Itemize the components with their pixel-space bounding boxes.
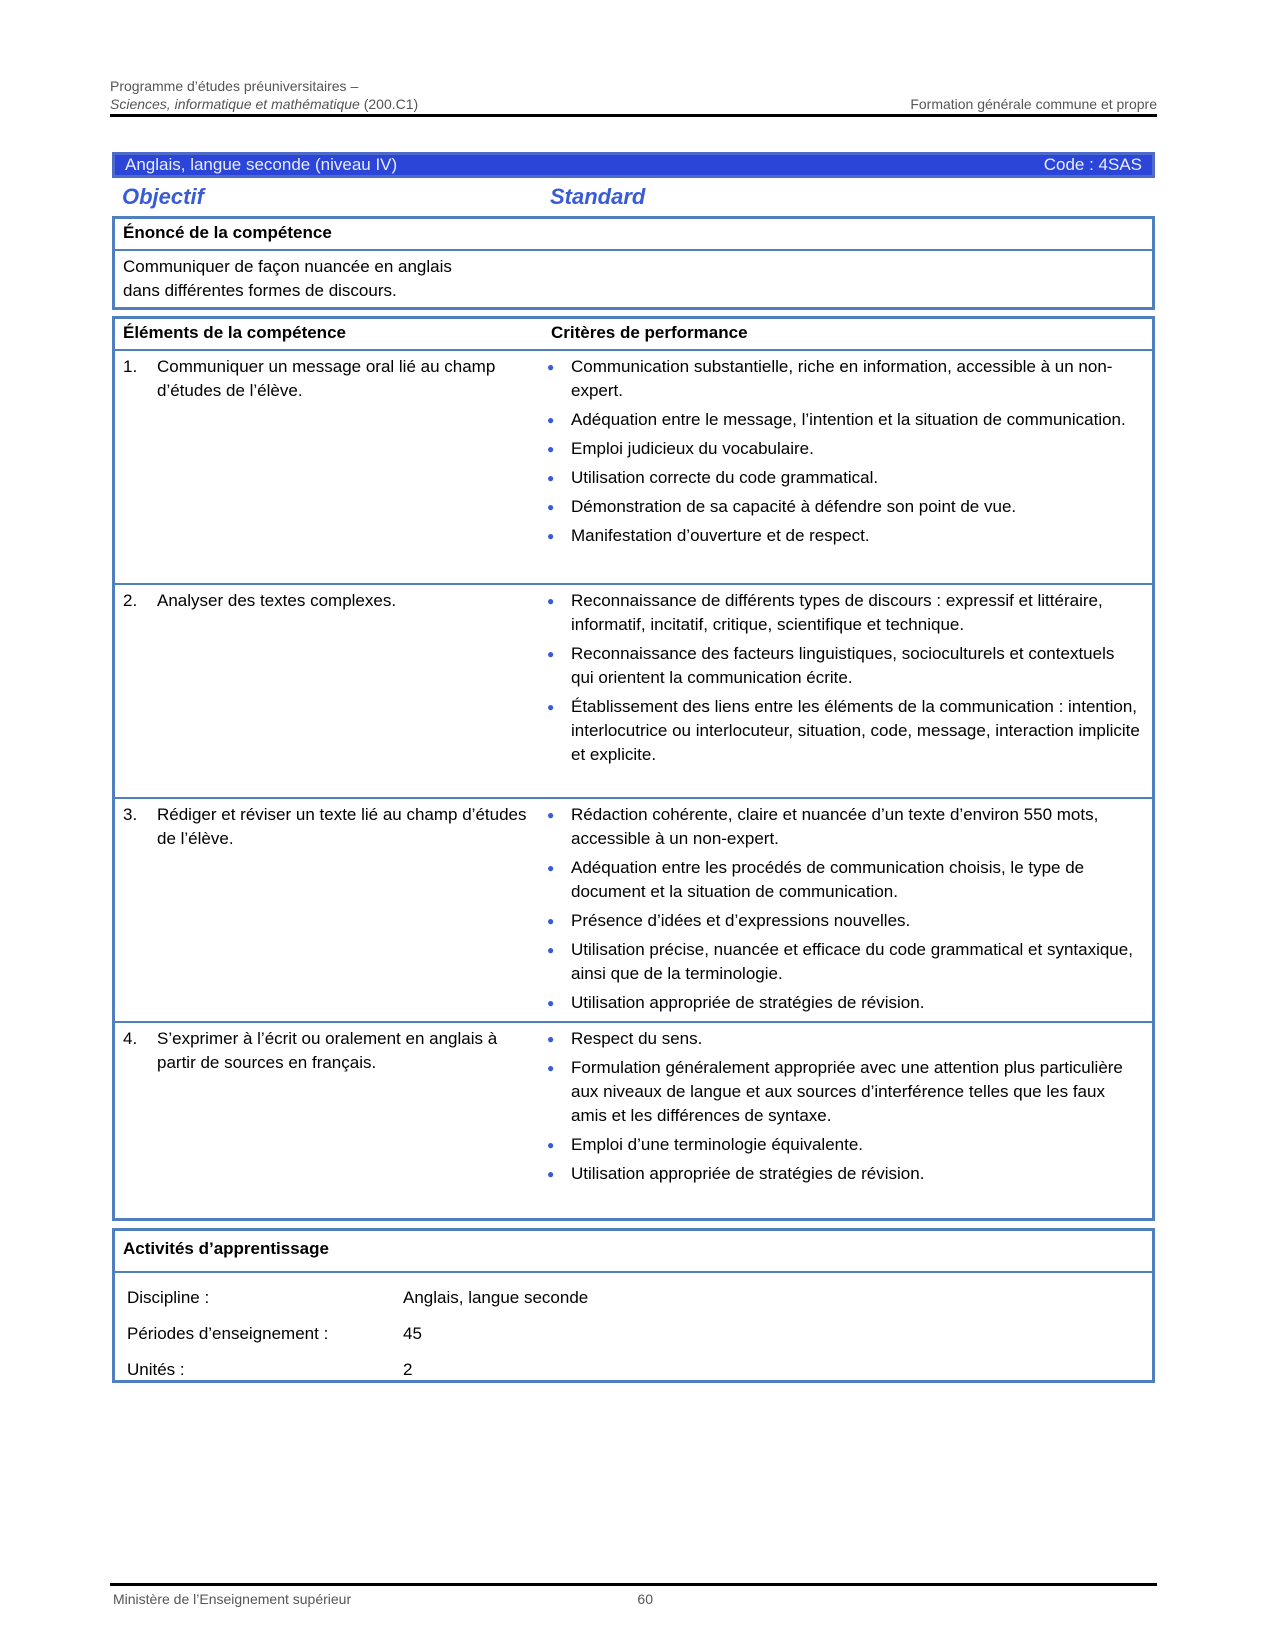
- criterion-item: ● Respect du sens.: [535, 1027, 1140, 1051]
- header-divider: [110, 114, 1157, 117]
- bullet-icon: ●: [547, 360, 555, 374]
- formation-label: Formation générale commune et propre: [910, 96, 1157, 112]
- element-section: [115, 1023, 1152, 1219]
- bullet-icon: ●: [547, 594, 555, 608]
- course-title: Anglais, langue seconde (niveau IV): [125, 155, 398, 174]
- discipline-label: Discipline :: [127, 1288, 210, 1307]
- program-name: Sciences, informatique et mathématique: [110, 96, 360, 112]
- criterion-item: ● Manifestation d’ouverture et de respect.: [535, 524, 1140, 548]
- bullet-icon: ●: [547, 1138, 555, 1152]
- criterion-item: ● Utilisation appropriée de stratégies de révision.: [535, 1162, 1140, 1186]
- unites-value: 2: [403, 1360, 413, 1379]
- criteria-list: [535, 355, 1152, 577]
- element-text: 3. Rédiger et réviser un texte lié au champ d’études de l’élève.: [123, 805, 527, 848]
- course-code: Code : 4SAS: [1043, 155, 1142, 174]
- elements-col-title: Éléments de la compétence: [123, 323, 346, 342]
- enonce-body: [115, 251, 531, 307]
- criterion-item: ● Reconnaissance de différents types de discours : expressif et littéraire, informatif, incitatif, critique, scientifique et technique.: [535, 589, 1140, 637]
- criterion-item: ● Rédaction cohérente, claire et nuancée d’un texte d’environ 550 mots, accessible à un non-expert.: [535, 803, 1140, 851]
- bullet-icon: ●: [547, 471, 555, 485]
- objectif-heading: Objectif: [122, 184, 204, 209]
- periodes-row: [115, 1323, 1152, 1345]
- page-footer: [113, 1591, 653, 1607]
- discipline-value: Anglais, langue seconde: [403, 1288, 589, 1307]
- bullet-icon: ●: [547, 700, 555, 714]
- bullet-icon: ●: [547, 413, 555, 427]
- ministry-label: Ministère de l’Enseignement supérieur: [113, 1591, 352, 1607]
- element-section: [115, 351, 1152, 585]
- criterion-item: ● Formulation généralement appropriée avec une attention plus particulière aux niveaux de langue et aux sources d’interférence telles que les faux amis et les différences de syntaxe.: [535, 1056, 1140, 1128]
- discipline-row: [115, 1287, 1152, 1309]
- periodes-value: 45: [403, 1324, 422, 1343]
- criteria-col-title: Critères de performance: [551, 323, 748, 342]
- program-line-2: [110, 95, 418, 113]
- bullet-icon: ●: [547, 808, 555, 822]
- element-text: 4. S’exprimer à l’écrit ou oralement en anglais à partir de sources en français.: [123, 1029, 498, 1072]
- bullet-icon: ●: [547, 1032, 555, 1046]
- criteria-list: [535, 589, 1152, 791]
- elements-table: [112, 316, 1155, 1221]
- bullet-icon: ●: [547, 529, 555, 543]
- bullet-icon: ●: [547, 442, 555, 456]
- element-section: [115, 585, 1152, 799]
- criterion-item: ● Communication substantielle, riche en information, accessible à un non-expert.: [535, 355, 1140, 403]
- criterion-item: ● Utilisation correcte du code grammatical.: [535, 466, 1140, 490]
- unites-row: [115, 1359, 1152, 1381]
- criterion-item: ● Présence d’idées et d’expressions nouvelles.: [535, 909, 1140, 933]
- bullet-icon: ●: [547, 647, 555, 661]
- bullet-icon: ●: [547, 500, 555, 514]
- criteria-list: [535, 1027, 1152, 1213]
- unites-label: Unités :: [127, 1360, 185, 1379]
- criterion-item: ● Adéquation entre le message, l’intention et la situation de communication.: [535, 408, 1140, 432]
- standard-heading: Standard: [550, 184, 646, 209]
- enonce-table: [112, 216, 1155, 310]
- element-text: 2. Analyser des textes complexes.: [123, 591, 397, 610]
- footer-divider: [110, 1583, 1157, 1586]
- criteria-list: [535, 803, 1152, 1015]
- element-text: 1. Communiquer un message oral lié au champ d’études de l’élève.: [123, 357, 496, 400]
- bullet-icon: ●: [547, 914, 555, 928]
- enonce-line: Communiquer de façon nuancée en anglais: [123, 257, 452, 276]
- bullet-icon: ●: [547, 943, 555, 957]
- page-number: 60: [637, 1591, 653, 1607]
- course-title-bar: [112, 152, 1155, 178]
- page-header: [110, 77, 1157, 113]
- enonce-title: Énoncé de la compétence: [115, 219, 1152, 251]
- periodes-label: Périodes d’enseignement :: [127, 1324, 329, 1343]
- criterion-item: ● Adéquation entre les procédés de communication choisis, le type de document et la situation de communication.: [535, 856, 1140, 904]
- enonce-line: dans différentes formes de discours.: [123, 281, 397, 300]
- bullet-icon: ●: [547, 861, 555, 875]
- criterion-item: ● Établissement des liens entre les éléments de la communication : intention, interlocutrice ou interlocuteur, situation, code, message, interaction implicite et explicite.: [535, 695, 1140, 767]
- bullet-icon: ●: [547, 996, 555, 1010]
- criterion-item: ● Utilisation appropriée de stratégies de révision.: [535, 991, 1140, 1015]
- activites-title: Activités d’apprentissage: [115, 1231, 1152, 1273]
- activites-table: [112, 1228, 1155, 1383]
- program-line-1: Programme d’études préuniversitaires –: [110, 78, 359, 94]
- program-code: (200.C1): [363, 96, 419, 112]
- bullet-icon: ●: [547, 1167, 555, 1181]
- objective-standard-headings: [122, 184, 1152, 214]
- criterion-item: ● Emploi judicieux du vocabulaire.: [535, 437, 1140, 461]
- criterion-item: ● Reconnaissance des facteurs linguistiques, socioculturels et contextuels qui orientent la communication écrite.: [535, 642, 1140, 690]
- criterion-item: ● Utilisation précise, nuancée et efficace du code grammatical et syntaxique, ainsi que de la terminologie.: [535, 938, 1140, 986]
- bullet-icon: ●: [547, 1061, 555, 1075]
- criterion-item: ● Démonstration de sa capacité à défendre son point de vue.: [535, 495, 1140, 519]
- elements-header-row: [115, 319, 1152, 351]
- element-section: [115, 799, 1152, 1023]
- criterion-item: ● Emploi d’une terminologie équivalente.: [535, 1133, 1140, 1157]
